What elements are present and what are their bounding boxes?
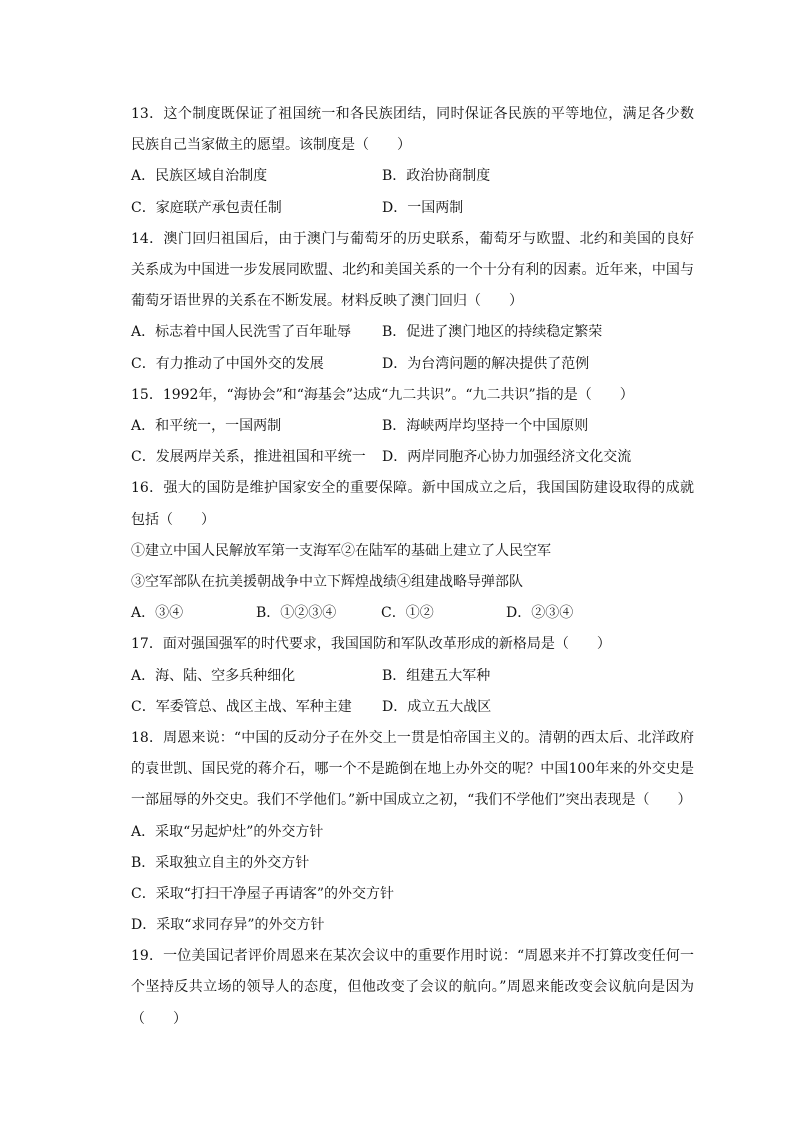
question-17-option-d: D．成立五大战区 bbox=[382, 698, 492, 715]
question-14-options-row-1 bbox=[131, 317, 694, 348]
question-18-option-b: B．采取独立自主的外交方针 bbox=[131, 854, 310, 871]
question-13-option-b: B．政治协商制度 bbox=[382, 168, 491, 185]
question-13-option-a: A．民族区域自治制度 bbox=[131, 168, 268, 185]
question-16-item-line-1: ①建立中国人民解放军第一支海军②在陆军的基础上建立了人民空军 bbox=[131, 542, 551, 559]
question-14-option-b: B．促进了澳门地区的持续稳定繁荣 bbox=[382, 324, 603, 341]
question-14-option-a: A．标志着中国人民洗雪了百年耻辱 bbox=[131, 324, 352, 341]
question-17-stem: 17．面对强国强军的时代要求，我国国防和军队改革形成的新格局是（ ） bbox=[131, 636, 611, 653]
question-15-option-c: C．发展两岸关系，推进祖国和平统一 bbox=[131, 449, 366, 466]
question-16-option-b: B．①②③④ bbox=[256, 605, 337, 622]
question-13-option-d: D．一国两制 bbox=[382, 199, 464, 216]
question-16-option-d: D．②③④ bbox=[506, 605, 574, 622]
question-17-option-b: B．组建五大军种 bbox=[382, 667, 491, 684]
question-18-option-d: D．采取“求同存异”的外交方针 bbox=[131, 917, 325, 934]
question-19-stem: 19．一位美国记者评价周恩来在某次会议中的重要作用时说：“周恩来并不打算改变任何一个坚持反共立场的领导人的态度，但他改变了会议的航向。”周恩来能改变会议航向是因为（ ） bbox=[131, 948, 694, 1027]
question-18-stem: 18．周恩来说：“中国的反动分子在外交上一贯是怕帝国主义的。清朝的西太后、北洋政府的袁世凯、国民党的蒋介石，哪一个不是跪倒在地上办外交的呢？中国100年来的外交史是一部屈辱的外交史。我们不学他们。”新中国成立之初，“我们不学他们”突出表现是（ ） bbox=[131, 729, 694, 809]
question-16-options-row bbox=[131, 598, 694, 629]
question-14-options-row-2 bbox=[131, 349, 694, 380]
question-17-options-row-1 bbox=[131, 661, 694, 692]
question-16-stem: 16．强大的国防是维护国家安全的重要保障。新中国成立之后，我国国防建设取得的成就包括（ ） bbox=[131, 480, 694, 528]
question-15-options-row-2 bbox=[131, 442, 694, 473]
question-18-option-a: A．采取“另起炉灶”的外交方针 bbox=[131, 823, 324, 840]
question-17-option-a: A．海、陆、空多兵种细化 bbox=[131, 667, 296, 684]
question-15-stem: 15．1992年，“海协会”和“海基会”达成“九二共识”。“九二共识”指的是（ ） bbox=[131, 386, 634, 403]
question-13-options-row-2 bbox=[131, 193, 694, 224]
question-17-options-row-2 bbox=[131, 692, 694, 723]
question-18-option-c: C．采取“打扫干净屋子再请客”的外交方针 bbox=[131, 885, 395, 902]
question-16-item-line-2: ③空军部队在抗美援朝战争中立下辉煌战绩④组建战略导弹部队 bbox=[131, 573, 523, 590]
question-17-option-c: C．军委管总、战区主战、军种主建 bbox=[131, 698, 352, 715]
question-14-option-c: C．有力推动了中国外交的发展 bbox=[131, 355, 324, 372]
question-16-option-a: A．③④ bbox=[131, 605, 184, 622]
question-15-option-a: A．和平统一，一国两制 bbox=[131, 417, 282, 434]
question-15-option-b: B．海峡两岸均坚持一个中国原则 bbox=[382, 417, 589, 434]
question-13-options-row-1 bbox=[131, 161, 694, 192]
question-14-option-d: D．为台湾问题的解决提供了范例 bbox=[382, 355, 590, 372]
question-15-options-row-1 bbox=[131, 411, 694, 442]
question-13-stem: 13．这个制度既保证了祖国统一和各民族团结，同时保证各民族的平等地位，满足各少数民族自己当家做主的愿望。该制度是（ ） bbox=[131, 106, 694, 154]
question-14-stem: 14．澳门回归祖国后，由于澳门与葡萄牙的历史联系，葡萄牙与欧盟、北约和美国的良好关系成为中国进一步发展同欧盟、北约和美国关系的一个十分有利的因素。近年来，中国与葡萄牙语世界的关系在不断发展。材料反映了澳门回归（ ） bbox=[131, 230, 694, 310]
question-16-option-c: C．①② bbox=[381, 605, 434, 622]
question-13-option-c: C．家庭联产承包责任制 bbox=[131, 199, 282, 216]
question-15-option-d: D．两岸同胞齐心协力加强经济文化交流 bbox=[382, 449, 632, 466]
